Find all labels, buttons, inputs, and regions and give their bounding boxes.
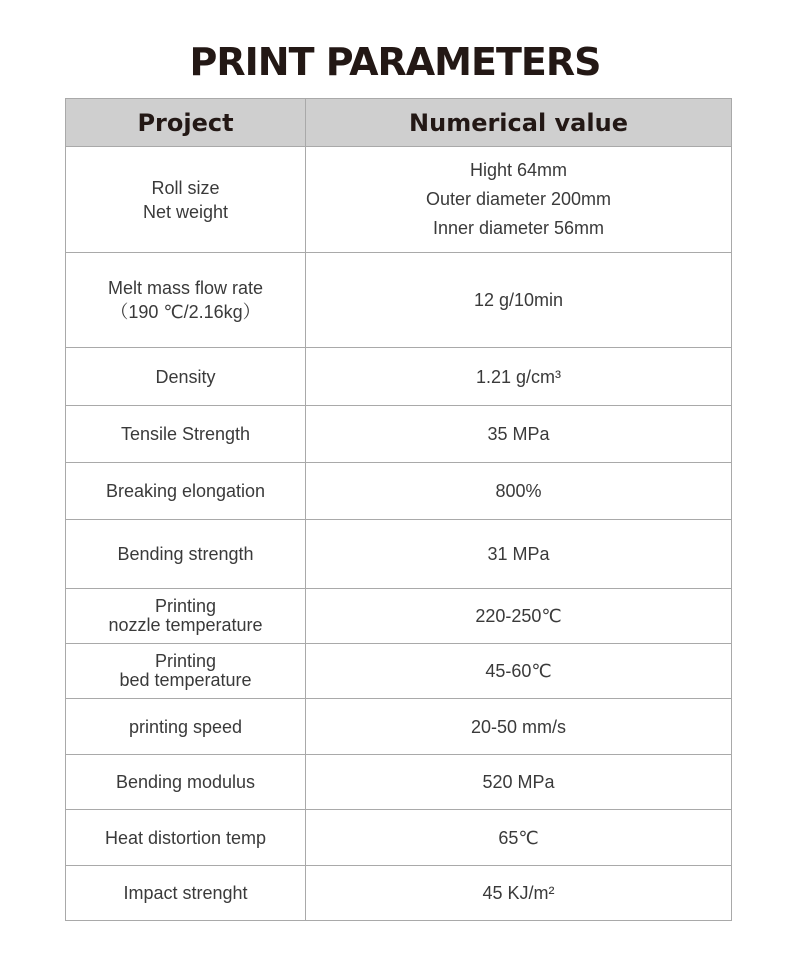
- row-value-line: 20-50 mm/s: [470, 716, 567, 737]
- table-row: [66, 644, 732, 699]
- row-label-line: Net weight: [142, 201, 229, 222]
- row-value-line: 35 MPa: [487, 424, 550, 444]
- table-row: [66, 755, 732, 810]
- row-value-line: 520 MPa: [482, 772, 555, 792]
- row-value-line: 45 KJ/m²: [482, 883, 555, 903]
- table-row: [66, 147, 732, 253]
- row-label-line: Melt mass flow rate: [107, 278, 264, 298]
- row-label-line: bed temperature: [119, 670, 252, 690]
- row-value: [306, 810, 732, 866]
- parameters-table: [65, 98, 732, 921]
- row-label: [66, 810, 306, 866]
- row-label-line: Density: [155, 366, 216, 387]
- row-label: [66, 348, 306, 406]
- table-row: [66, 699, 732, 755]
- row-label-line: Bending modulus: [115, 772, 256, 792]
- row-label: [66, 253, 306, 348]
- row-value: [306, 147, 732, 253]
- table-row: [66, 520, 732, 589]
- table-row: [66, 406, 732, 463]
- row-value: [306, 589, 732, 644]
- row-value-line: 220-250℃: [475, 605, 562, 626]
- row-value-line: 1.21 g/cm³: [475, 366, 562, 387]
- row-label: [66, 866, 306, 921]
- row-label: [66, 699, 306, 755]
- row-label: [66, 644, 306, 699]
- table-row: [66, 866, 732, 921]
- row-value: [306, 253, 732, 348]
- page-title: PRINT PARAMETERS: [189, 40, 601, 84]
- row-label: [66, 406, 306, 463]
- column-header-project: Project: [66, 99, 306, 147]
- table-row: [66, 463, 732, 520]
- table-header-row: [66, 99, 732, 147]
- row-label: [66, 520, 306, 589]
- row-value-line: Inner diameter 56mm: [432, 218, 605, 238]
- row-value: [306, 463, 732, 520]
- row-label-line: Impact strenght: [123, 883, 248, 903]
- row-value: [306, 699, 732, 755]
- row-value-line: 800%: [495, 481, 542, 501]
- row-value: [306, 866, 732, 921]
- row-label-line: printing speed: [128, 716, 243, 737]
- table-row: [66, 810, 732, 866]
- row-value-line: Outer diameter 200mm: [425, 189, 612, 209]
- row-value-line: 65℃: [498, 827, 539, 848]
- row-value: [306, 520, 732, 589]
- row-label-line: Bending strength: [117, 544, 254, 564]
- row-label: [66, 589, 306, 644]
- row-label-line: Heat distortion temp: [104, 827, 267, 848]
- row-label: [66, 755, 306, 810]
- row-value-line: 12 g/10min: [473, 290, 564, 310]
- row-label-line: Printing: [154, 596, 217, 616]
- table-row: [66, 589, 732, 644]
- row-label-line: Roll size: [151, 177, 220, 198]
- row-value: [306, 406, 732, 463]
- row-label: [66, 463, 306, 520]
- column-header-value: Numerical value: [306, 99, 732, 147]
- row-value-line: 31 MPa: [487, 544, 550, 564]
- row-value-line: 45-60℃: [485, 660, 552, 681]
- row-value-line: Hight 64mm: [469, 160, 568, 180]
- row-value: [306, 644, 732, 699]
- table-row: [66, 348, 732, 406]
- row-label-line: Breaking elongation: [105, 481, 266, 501]
- row-value: [306, 755, 732, 810]
- row-label: [66, 147, 306, 253]
- table-row: [66, 253, 732, 348]
- row-label-line: （190 ℃/2.16kg）: [110, 302, 261, 322]
- row-label-line: Tensile Strength: [120, 424, 251, 444]
- row-label-line: nozzle temperature: [108, 615, 263, 635]
- row-value: [306, 348, 732, 406]
- row-label-line: Printing: [154, 651, 217, 671]
